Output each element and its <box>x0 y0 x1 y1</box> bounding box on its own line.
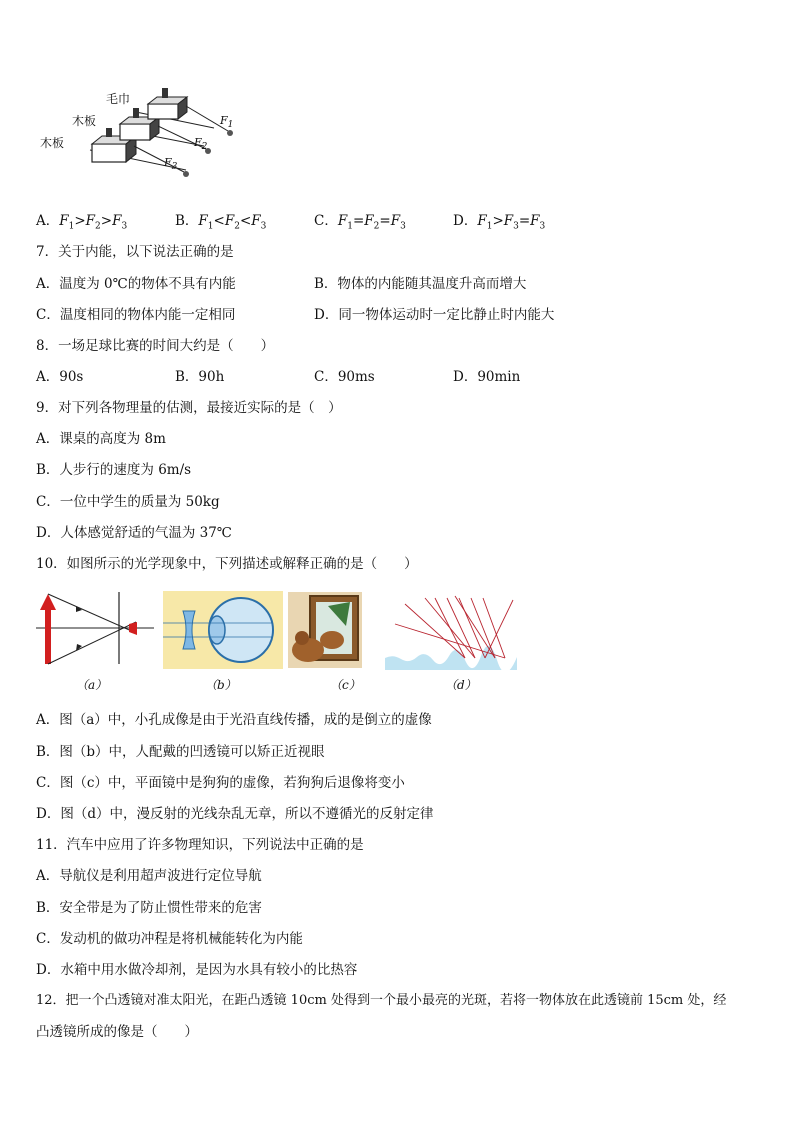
pinhole-imaging-drawing <box>36 588 154 670</box>
q9-option-a: A．课桌的高度为 8m <box>36 431 166 447</box>
q6-option-a: A．$F_1>F_2>F_3$ <box>36 213 128 232</box>
caption-a: （a） <box>76 678 108 692</box>
optics-figure-a <box>36 588 154 670</box>
caption-c: （c） <box>330 678 361 692</box>
q12-stem-line1: 12．把一个凸透镜对准太阳光，在距凸透镜 10cm 处得到一个最小最亮的光斑，若将一物体放在此透镜前 15cm 处，经 <box>36 993 727 1008</box>
diffuse-reflection-drawing <box>385 594 517 670</box>
option-letter: C． <box>314 213 338 229</box>
friction-experiment-drawing <box>36 86 246 186</box>
option-letter: B． <box>175 213 199 229</box>
q8-option-d: D．90min <box>453 369 521 385</box>
force-label-f1: $F_1$ <box>220 114 234 131</box>
towel-label: 毛巾 <box>106 92 131 106</box>
q11-option-b: B．安全带是为了防止惯性带来的危害 <box>36 900 262 916</box>
q7-option-d: D．同一物体运动时一定比静止时内能大 <box>314 307 555 323</box>
option-letter: D． <box>453 213 478 229</box>
force-label-f3: $F_3$ <box>164 156 178 173</box>
q6-option-d: D．$F_1>F_3=F_3$ <box>453 213 546 232</box>
eye-lens-drawing <box>163 591 283 669</box>
q10-option-b: B．图（b）中，人配戴的凹透镜可以矫正近视眼 <box>36 744 325 760</box>
q6-option-b: B．$F_1<F_2<F_3$ <box>175 213 267 232</box>
q9-stem: 9．对下列各物理量的估测，最接近实际的是（ ） <box>36 400 342 416</box>
q6-option-c: C．$F_1=F_2=F_3$ <box>314 213 406 232</box>
caption-d: （d） <box>445 678 477 692</box>
q12-stem-line2: 凸透镜所成的像是（ ） <box>36 1024 198 1040</box>
q11-option-d: D．水箱中用水做冷却剂，是因为水具有较小的比热容 <box>36 962 358 978</box>
q8-option-c: C．90ms <box>314 369 375 385</box>
friction-experiment-figure <box>36 86 246 186</box>
q10-stem: 10．如图所示的光学现象中，下列描述或解释正确的是（ ） <box>36 556 418 572</box>
q9-option-c: C．一位中学生的质量为 50kg <box>36 494 220 510</box>
board-label-2: 木板 <box>40 136 65 150</box>
optics-figure-d <box>385 594 517 670</box>
q11-option-a: A．导航仪是利用超声波进行定位导航 <box>36 868 262 884</box>
q7-option-b: B．物体的内能随其温度升高而增大 <box>314 276 527 292</box>
force-label-f2: $F_2$ <box>194 136 208 153</box>
q9-option-d: D．人体感觉舒适的气温为 37℃ <box>36 525 232 541</box>
option-letter: A． <box>36 213 60 229</box>
q8-option-a: A．90s <box>36 369 84 385</box>
optics-figure-c <box>288 592 362 668</box>
q10-option-d: D．图（d）中，漫反射的光线杂乱无章，所以不遵循光的反射定律 <box>36 806 434 822</box>
q11-stem: 11．汽车中应用了许多物理知识，下列说法中正确的是 <box>36 837 364 853</box>
q11-option-c: C．发动机的做功冲程是将机械能转化为内能 <box>36 931 303 947</box>
q8-option-b: B．90h <box>175 369 225 385</box>
q7-stem: 7．关于内能，以下说法正确的是 <box>36 244 234 260</box>
optics-figure-b <box>163 591 283 669</box>
dog-mirror-drawing <box>288 592 362 668</box>
q10-option-c: C．图（c）中，平面镜中是狗狗的虚像，若狗狗后退像将变小 <box>36 775 405 791</box>
q8-stem: 8．一场足球比赛的时间大约是（ ） <box>36 338 275 354</box>
caption-b: （b） <box>205 678 237 692</box>
q7-option-c: C．温度相同的物体内能一定相同 <box>36 307 236 323</box>
q7-option-a: A．温度为 0℃的物体不具有内能 <box>36 276 236 292</box>
board-label-1: 木板 <box>72 114 97 128</box>
q9-option-b: B．人步行的速度为 6m/s <box>36 462 192 478</box>
q10-option-a: A．图（a）中，小孔成像是由于光沿直线传播，成的是倒立的虚像 <box>36 712 432 728</box>
